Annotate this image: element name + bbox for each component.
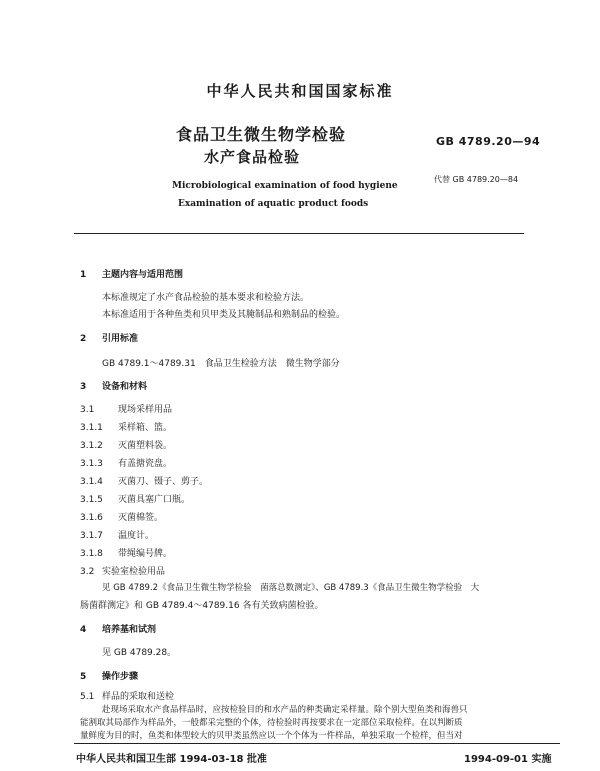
list-item xyxy=(80,456,172,469)
item-text: 灭菌棉签。 xyxy=(118,513,164,523)
section-2-heading xyxy=(80,331,138,344)
section-1-heading xyxy=(80,267,183,280)
list-item xyxy=(80,492,190,505)
section-number: 3 xyxy=(80,382,87,392)
item-text: 带绳编号牌。 xyxy=(118,549,173,559)
list-item xyxy=(80,438,172,451)
item-number: 3.2 xyxy=(80,567,95,577)
list-item xyxy=(80,546,172,559)
item-text: 有盖搪瓷盘。 xyxy=(118,459,173,469)
item-number: 3.1 xyxy=(80,405,95,415)
item-number: 3.1.3 xyxy=(80,459,103,469)
item-text: 温度计。 xyxy=(118,531,155,541)
section-number: 4 xyxy=(80,625,87,635)
subsection-3-2-paragraph-2: 肠菌群测定》和 GB 4789.4～4789.16 各有关致病菌检验。 xyxy=(80,601,324,611)
subsection-5-1-paragraph-2: 能割取其局部作为样品外，一般都采完整的个体，待检验时再按要求在一定部位采取检样。在以判断质 xyxy=(80,718,463,728)
section-4-heading xyxy=(80,622,156,635)
item-number: 3.1.8 xyxy=(80,549,103,559)
item-number: 3.1.4 xyxy=(80,477,103,487)
subsection-5-1-paragraph-3: 量鲜度为目的时，鱼类和体型较大的贝甲类虽然应以一个个体为一件样品，单独采取一个检样，但当对 xyxy=(80,731,463,741)
subsection-5-1 xyxy=(80,689,174,702)
footer-divider xyxy=(74,743,560,744)
section-1-paragraph-2: 本标准适用于各种鱼类和贝甲类及其腌制品和熟制品的检验。 xyxy=(102,310,346,320)
replaces-standard: 代替 GB 4789.20—84 xyxy=(434,175,519,184)
section-4-paragraph-1: 见 GB 4789.28。 xyxy=(102,648,177,658)
section-2-paragraph-1: GB 4789.1～4789.31 食品卫生检验方法 微生物学部分 xyxy=(102,359,340,369)
section-title: 主题内容与适用范围 xyxy=(102,270,184,280)
document-subtitle-zh: 水产食品检验 xyxy=(204,148,301,166)
item-number: 3.1.2 xyxy=(80,441,103,451)
item-text: 灭菌刀、镊子、剪子。 xyxy=(118,477,209,487)
subsection-3-1 xyxy=(80,402,172,415)
section-5-heading xyxy=(80,669,138,682)
item-number: 5.1 xyxy=(80,692,95,702)
issuing-agency: 中华人民共和国国家标准 xyxy=(206,82,394,100)
standard-code: GB 4789.20—94 xyxy=(436,135,541,148)
item-number: 3.1.5 xyxy=(80,495,103,505)
list-item xyxy=(80,420,172,433)
item-text: 实验室检验用品 xyxy=(102,567,166,577)
item-text: 灭菌具塞广口瓶。 xyxy=(118,495,191,505)
section-title: 引用标准 xyxy=(102,334,139,344)
section-1-paragraph-1: 本标准规定了水产食品检验的基本要求和检验方法。 xyxy=(102,293,310,303)
section-title: 操作步骤 xyxy=(102,672,139,682)
item-number: 3.1.6 xyxy=(80,513,103,523)
document-subtitle-en: Examination of aquatic product foods xyxy=(178,199,369,209)
list-item xyxy=(80,474,208,487)
item-number: 3.1.1 xyxy=(80,423,103,433)
subsection-3-2-paragraph-1: 见 GB 4789.2《食品卫生微生物学检验 菌落总数测定》、GB 4789.3《食品卫生微生物学检验 大 xyxy=(102,583,480,593)
approval-date: 中华人民共和国卫生部 1994-03-18 批准 xyxy=(76,754,267,765)
section-number: 1 xyxy=(80,270,87,280)
section-title: 培养基和试剂 xyxy=(102,625,157,635)
section-number: 5 xyxy=(80,672,87,682)
document-title-zh: 食品卫生微生物学检验 xyxy=(176,125,347,144)
subsection-3-2 xyxy=(80,564,165,577)
effective-date: 1994-09-01 实施 xyxy=(464,754,552,765)
item-number: 3.1.7 xyxy=(80,531,103,541)
subsection-5-1-paragraph-1: 赴现场采取水产食品样品时，应按检验目的和水产品的种类确定采样量。除个别大型鱼类和海兽只 xyxy=(102,705,468,715)
list-item xyxy=(80,528,154,541)
section-3-heading xyxy=(80,379,147,392)
item-text: 灭菌塑料袋。 xyxy=(118,441,173,451)
document-title-en: Microbiological examination of food hygiene xyxy=(172,181,398,191)
section-number: 2 xyxy=(80,334,87,344)
section-title: 设备和材料 xyxy=(102,382,148,392)
item-text: 现场采样用品 xyxy=(118,405,173,415)
header-divider xyxy=(74,233,524,234)
list-item xyxy=(80,510,163,523)
item-text: 样品的采取和送检 xyxy=(102,692,175,702)
item-text: 采样箱、篮。 xyxy=(118,423,173,433)
